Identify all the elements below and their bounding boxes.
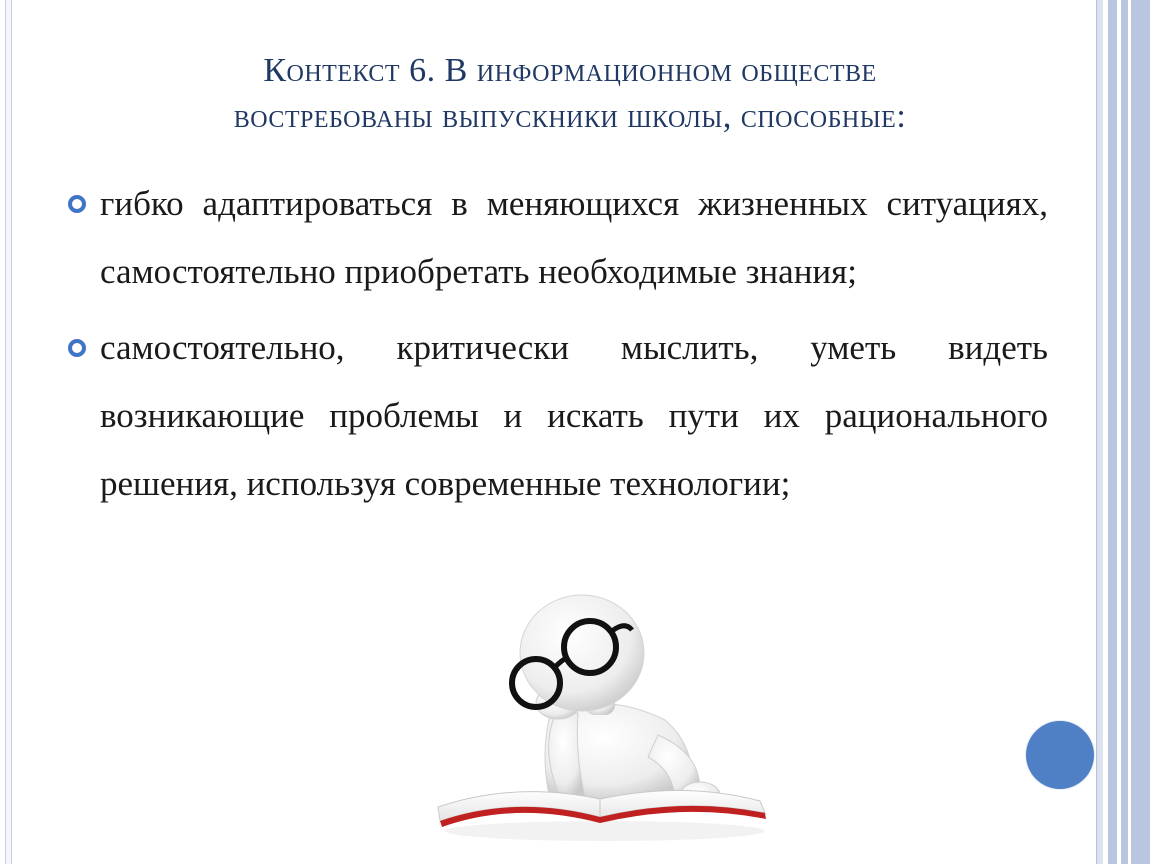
bullet-item (100, 170, 1048, 306)
bullet-item (100, 314, 1048, 518)
decorative-circle (1026, 721, 1094, 789)
right-frame-stripe (1108, 0, 1117, 864)
reading-figure-with-glasses-icon (400, 585, 790, 847)
bullet-text: самостоятельно, критически мыслить, уметь видеть возникающие проблемы и искать пути их рационального решения, используя современные технологии; (100, 328, 1048, 503)
slide-title-line-1: Контекст 6. В информационном обществе (263, 52, 877, 89)
bullet-text: гибко адаптироваться в меняющихся жизненных ситуациях, самостоятельно приобретать необходимые знания; (100, 184, 1048, 291)
bullet-list (100, 170, 1048, 526)
bullet-marker-icon (68, 339, 86, 357)
right-frame-stripe (1121, 0, 1128, 864)
left-frame-line (5, 0, 12, 864)
right-frame-stripe (1096, 0, 1103, 864)
bullet-marker-icon (68, 195, 86, 213)
slide-title-line-2: востребованы выпускники школы, способные: (233, 98, 907, 135)
right-frame-stripe (1131, 0, 1150, 864)
slide-title (150, 48, 990, 140)
